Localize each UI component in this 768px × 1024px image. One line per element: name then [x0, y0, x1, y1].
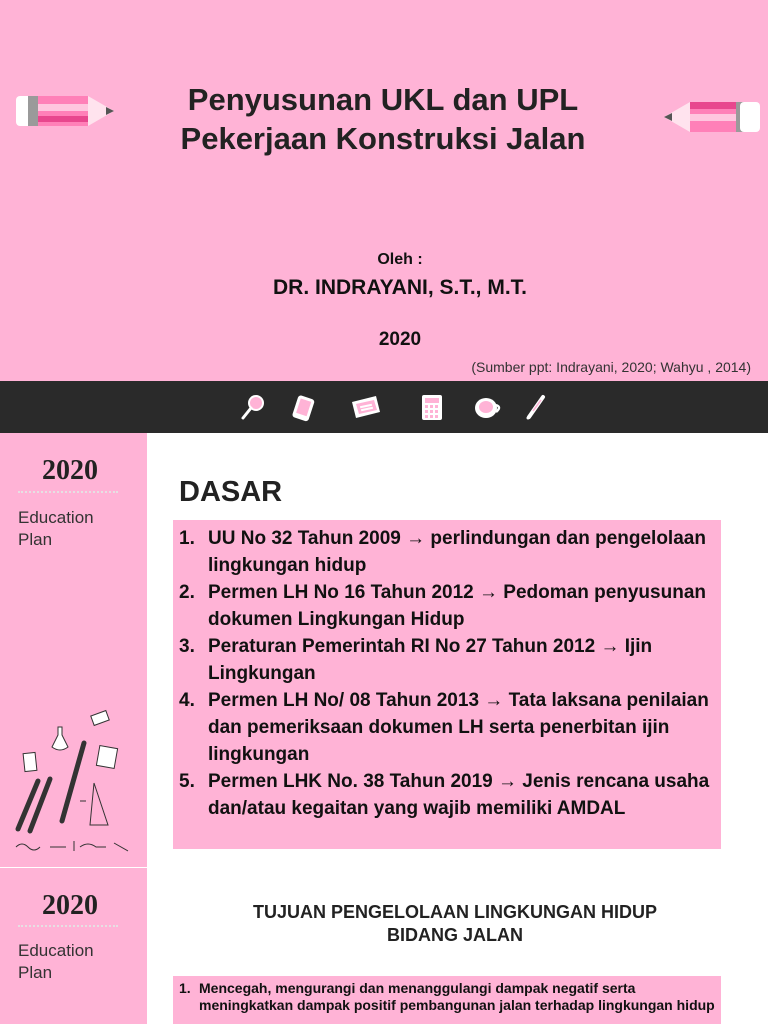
- slide3-main: [147, 867, 768, 1024]
- source-note: (Sumber ppt: Indrayani, 2020; Wahyu , 2014): [471, 359, 751, 375]
- pen-icon: [521, 392, 551, 422]
- regulation-list-box: [173, 520, 721, 849]
- sidebar-year: 2020: [42, 890, 98, 921]
- sidebar-subtitle: [18, 940, 94, 984]
- sidebar-subtitle-line2: Plan: [18, 963, 53, 982]
- icon-band: [0, 381, 768, 433]
- heading-line-2: BIDANG JALAN: [386, 925, 523, 945]
- slide3-sidebar: [0, 867, 147, 1024]
- sidebar-year: 2020: [42, 455, 98, 486]
- list-item: 5. Permen LHK No. 38 Tahun 2019 → Jenis rencana usaha dan/atau kegaitan yang wajib memiliki AMDAL: [179, 771, 710, 819]
- slide2-sidebar: [0, 433, 147, 867]
- year-reflection: [18, 491, 118, 496]
- sidebar-subtitle-line2: Plan: [18, 530, 53, 549]
- list-item: 1. Mencegah, mengurangi dan menanggulangi dampak negatif serta meningkatkan dampak positif pembangunan jalan terhadap lingkungan hidup: [179, 980, 715, 1013]
- sidebar-subtitle-line1: Education: [18, 941, 94, 960]
- list-item: 2. Permen LH No 16 Tahun 2012 → Pedoman penyusunan dokumen Lingkungan Hidup: [179, 582, 706, 630]
- objective-list: [179, 980, 715, 1014]
- pencil-icon: [664, 102, 760, 132]
- cover-year: 2020: [378, 329, 422, 350]
- author-name: DR. INDRAYANI, S.T., M.T.: [273, 276, 527, 299]
- list-item: 3. Peraturan Pemerintah RI No 27 Tahun 2012 → Ijin Lingkungan: [179, 636, 653, 684]
- title-line-2: Pekerjaan Konstruksi Jalan: [180, 121, 586, 156]
- sidebar-subtitle-line1: Education: [18, 508, 94, 527]
- cover-title: [0, 80, 768, 158]
- science-doodle-icon: [10, 701, 140, 861]
- title-line-1: Penyusunan UKL dan UPL: [187, 82, 579, 117]
- year-reflection: [18, 925, 118, 930]
- calculator-icon: [417, 392, 447, 422]
- slide2-main: [147, 433, 768, 867]
- objective-list-box: [173, 976, 721, 1024]
- section-heading: [155, 901, 755, 947]
- magnifier-icon: [238, 392, 268, 422]
- list-item: 4. Permen LH No/ 08 Tahun 2013 → Tata laksana penilaian dan pemeriksaan dokumen LH serta penerbitan ijin lingkungan: [179, 690, 709, 765]
- laptop-icon: [348, 392, 384, 422]
- heading-line-1: TUJUAN PENGELOLAAN LINGKUNGAN HIDUP: [252, 902, 657, 922]
- regulation-list: [179, 525, 719, 822]
- mug-icon: [472, 392, 502, 422]
- phone-icon: [289, 392, 319, 422]
- by-label: Oleh :: [377, 251, 423, 268]
- cover-slide: [0, 0, 768, 381]
- list-item: 1. UU No 32 Tahun 2009 → perlindungan dan pengelolaan lingkungan hidup: [179, 528, 706, 576]
- section-heading: DASAR: [179, 476, 283, 508]
- sidebar-subtitle: [18, 507, 94, 551]
